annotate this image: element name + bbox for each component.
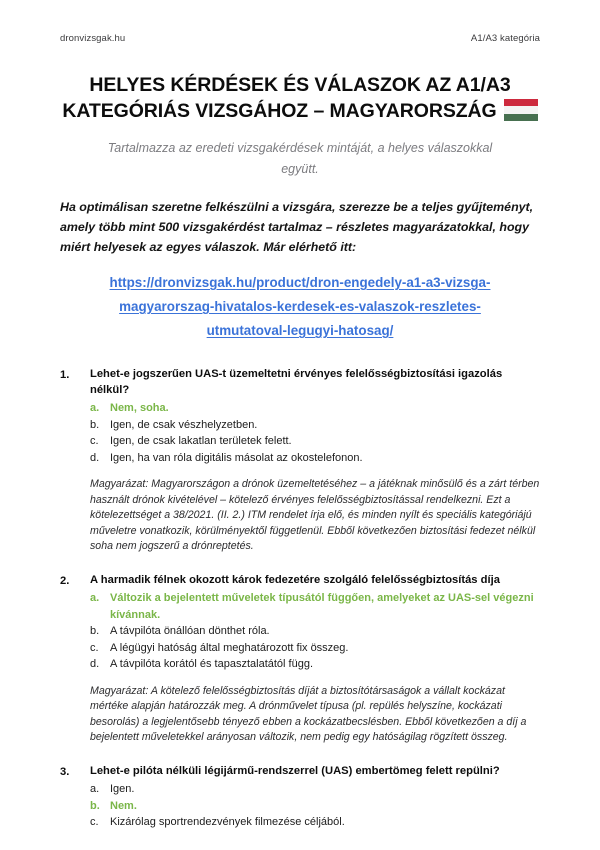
question-number: 2. [60, 574, 70, 587]
page-title-line-2: KATEGÓRIÁS VIZSGÁHOZ – MAGYARORSZÁG [62, 100, 497, 122]
question-body [90, 764, 540, 831]
answer-options [90, 781, 540, 831]
question-number: 1. [60, 369, 70, 381]
question-text: A harmadik félnek okozott károk fedezetére szolgáló felelősségbiztosítás díja [90, 573, 500, 586]
option-text: Nem, soha. [110, 402, 169, 414]
option-letter: b. [90, 418, 100, 431]
option-text: Igen, de csak lakatlan területek felett. [110, 435, 292, 447]
answer-option[interactable] [90, 781, 540, 798]
header-category-label: A1/A3 kategória [470, 33, 540, 44]
option-letter: c. [90, 816, 99, 828]
answer-options [90, 590, 540, 673]
option-text: Igen, ha van róla digitális másolat az okostelefonon. [110, 451, 363, 464]
answer-option[interactable] [90, 798, 540, 815]
option-letter: d. [90, 451, 100, 464]
option-text: A légügyi hatóság által meghatározott fix összeg. [110, 641, 349, 654]
option-text: Kizárólag sportrendezvények filmezése céljából. [110, 816, 345, 828]
question-explanation: Magyarázat: Magyarországon a drónok üzemeltetéséhez – a játéknak minősülő és a zárt térben használt drónok kivételével – kötelező érvényes felelősségbiztosítással rendelkezni. Ezt a kötelezettséget a 38/2021. (II. 2.) ITM rendelet írja elő, és minden nyílt és speciális kategóriájú műveletre vonatkozik, körülményektől függetlenül. Ebből következően biztosítási fedezet nélkül soha nem jogszerű a drónreptetés. [90, 478, 540, 552]
question-item [60, 573, 540, 673]
question-text: Lehet-e jogszerűen UAS-t üzemeltetni érvényes felelősségbiztosítási igazolás nélkül? [90, 368, 503, 396]
answer-option[interactable] [90, 450, 540, 467]
header-site-name: dronvizsgak.hu [60, 33, 126, 44]
answer-option[interactable] [90, 656, 540, 673]
intro-paragraph: Ha optimálisan szeretne felkészülni a vizsgára, szerezze be a teljes gyűjteményt, amely több mint 500 vizsgakérdést tartalmaz – részletes magyarázatokkal, hogy miért helyesek az egyes válaszok. Már elérhető itt: [60, 200, 534, 254]
question-body [90, 367, 540, 466]
option-letter: c. [90, 641, 99, 654]
product-link-block [85, 271, 515, 343]
question-number: 3. [60, 765, 70, 778]
option-text: Igen. [110, 783, 135, 795]
answer-option[interactable] [90, 417, 540, 434]
page-title-line-1: HELYES KÉRDÉSEK ÉS VÁLASZOK AZ A1/A3 [89, 74, 511, 96]
option-text: A távpilóta korától és tapasztalatától függ. [110, 658, 314, 670]
option-letter: b. [90, 625, 100, 637]
question-item [60, 367, 540, 466]
product-link[interactable]: https://dronvizsgak.hu/product/dron-engedely-a1-a3-vizsga-magyarorszag-hivatalos-kerdesek-es-valaszok-reszletes-utmutatoval-legugyi-hatosag/ [109, 275, 491, 338]
option-text: Változik a bejelentett műveletek típusától függően, amelyeket az UAS-sel végezni kívánnak. [110, 592, 534, 621]
answer-option[interactable] [90, 623, 540, 640]
option-text: Nem. [110, 799, 137, 812]
running-header [60, 0, 540, 44]
option-letter: b. [90, 799, 100, 812]
page-title [60, 72, 540, 124]
subtitle: Tartalmazza az eredeti vizsgakérdések mintáját, a helyes válaszokkal együtt. [107, 141, 493, 176]
questions-list [60, 367, 540, 831]
question-body [90, 573, 540, 673]
answer-option[interactable] [90, 400, 540, 417]
option-text: A távpilóta önállóan dönthet róla. [110, 625, 270, 637]
option-letter: d. [90, 658, 100, 670]
question-item [60, 764, 540, 831]
option-letter: a. [90, 592, 100, 604]
option-letter: a. [90, 783, 100, 795]
answer-option[interactable] [90, 640, 540, 657]
page-title-line-2-wrapper [60, 98, 540, 124]
answer-option[interactable] [90, 814, 540, 831]
hungary-flag-icon [504, 99, 538, 121]
answer-option[interactable] [90, 590, 540, 623]
answer-option[interactable] [90, 433, 540, 450]
option-letter: a. [90, 402, 100, 414]
question-explanation: Magyarázat: A kötelező felelősségbiztosítás díját a biztosítótársaságok a vállalt kockázat mértéke alapján határozzák meg. A drónművelet típusa (pl. repülés helyszíne, kockázati besorolás) a legjelentősebb tényező ebben a kockázatbecslésben. Ebből következően a díj a bejelentett műveletekkel arányosan változik, nem pedig egy hatóságilag rögzített összeg. [90, 684, 527, 743]
option-letter: c. [90, 435, 99, 447]
question-text: Lehet-e pilóta nélküli légijármű-rendszerrel (UAS) embertömeg felett repülni? [90, 764, 500, 777]
option-text: Igen, de csak vészhelyzetben. [110, 418, 258, 431]
answer-options [90, 400, 540, 466]
